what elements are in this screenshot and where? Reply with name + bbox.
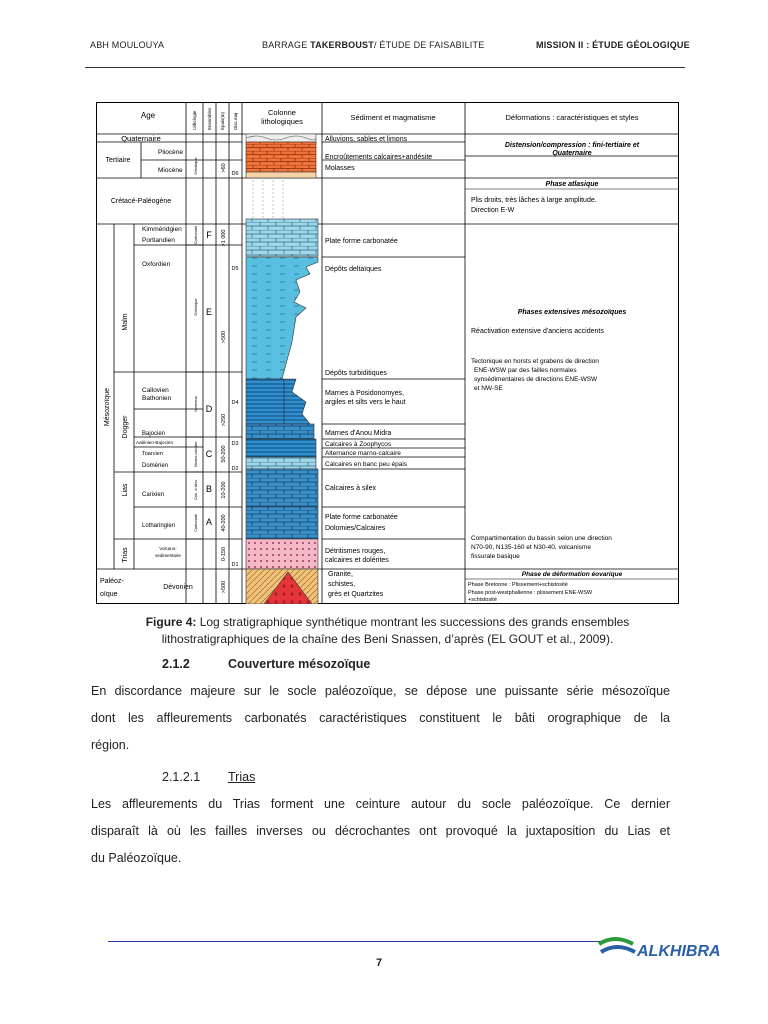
def-atlasique: Phase atlasique (545, 181, 599, 188)
period-lias: Lias (122, 483, 129, 497)
sed-granite1: Granite, (328, 571, 353, 578)
head-def: Déformations : caractéristiques et styles (505, 113, 639, 122)
sed-turbiditiques: Dépôts turbiditiques (325, 370, 387, 377)
thick-7: 40-200 (221, 514, 227, 532)
stage-quaternaire: Quaternaire (121, 134, 161, 143)
lith-carbonate2: Carbonaté (194, 514, 198, 532)
thick-5: 50-200 (221, 445, 227, 463)
disc-d5: D5 (231, 266, 239, 272)
def-tecto2: ENE-WSW par des failles normales (474, 367, 577, 374)
head-lith: Lithologie (192, 110, 197, 130)
disc-d2: D2 (231, 466, 239, 472)
period-malm: Malm (122, 313, 129, 331)
paragraph-212: En discordance majeure sur le socle paléozoïque, se dépose une puissante série mésozoïque dont les affleurements carbonatés caractéristiques constituent le bâti orographique de la région. (91, 684, 670, 752)
head-col2: lithologiques (261, 117, 303, 126)
lith-detritique: Détritique (193, 157, 198, 175)
sed-dolomies: Dolomies/Calcaires (325, 525, 386, 532)
stage-bajocien: Bajocien (142, 431, 166, 437)
thick-6: 10-200 (221, 481, 227, 499)
stage-portlandien: Portlandien (142, 237, 175, 244)
sed-granite3: grès et Quartzites (328, 591, 384, 598)
header-center: BARRAGE TAKERBOUST/ ÉTUDE DE FAISABILITE (262, 40, 485, 50)
head-sed: Sédiment et magmatisme (350, 113, 436, 122)
ensemble-e: E (205, 307, 213, 317)
sed-marnes1: Marnes à Posidonomyes, (325, 390, 404, 397)
head-disc: Disc.maj (233, 112, 238, 130)
def-plis2: Direction E-W (471, 207, 515, 214)
figure-caption: Figure 4: Log stratigraphique synthétique montrant les successions des grands ensembles lithostratigraphiques de la chaîne des Beni Snassen, d’après (EL GOUT et al., 2009). (145, 615, 630, 646)
stage-cretace: Crétacé-Paléogène (110, 198, 172, 205)
era-paleozoique-2: oïque (100, 591, 118, 598)
stage-kimmeridgien: Kimméridgien (142, 226, 182, 233)
period-trias: Trias (122, 547, 129, 563)
thick-1: >60 (221, 163, 227, 173)
sed-marnes-anou: Marnes d'Anou Midra (325, 430, 392, 437)
header-rule (85, 67, 685, 68)
stage-domerien: Domérien (142, 463, 169, 469)
ensemble-d: D (205, 404, 213, 414)
def-eovarique: Phase de déformation éovarique (521, 571, 623, 578)
ensemble-b: B (205, 484, 213, 494)
sed-plateforme2: Plate forme carbonatée (325, 514, 398, 521)
head-col1: Colonne (268, 108, 296, 117)
def-compart1: Compartimentation du bassin selon une direction (471, 535, 612, 542)
footer-rule (108, 941, 608, 942)
ensemble-a: A (205, 517, 213, 527)
stage-carixien: Carixien (142, 492, 165, 498)
era-paleozoique-1: Paléoz- (100, 578, 124, 585)
stage-bathonien: Bathonien (142, 395, 172, 402)
def-tecto1: Tectonique en horsts et grabens de direction (471, 358, 599, 365)
sed-molasses: Molasses (325, 165, 355, 172)
def-bretonne: Phase Bretonne : Plissement+schistosité (468, 582, 568, 588)
stage-toarcien: Toarcien (142, 451, 163, 457)
sed-encroutements: Encroûtements calcaires+andésite (325, 154, 433, 161)
era-tertiaire: Tertiaire (105, 157, 131, 164)
thick-9: >500 (221, 580, 227, 594)
def-postwest1: Phase post-westphalienne : plissement ENE-WSW (468, 590, 593, 596)
sed-banc: Calcaires en banc peu épais (325, 461, 408, 468)
def-reactivation: Réactivation extensive d'anciens accidents (471, 328, 604, 335)
head-ens: Ensembles (207, 107, 212, 130)
section-heading-2121: 2.1.2.1 Trias (162, 770, 256, 784)
sed-detritismes1: Détritismes rouges, (325, 548, 386, 555)
stage-devonien: Dévonien (163, 584, 193, 591)
stage-aalenien: Aalénien-Bajocien (136, 440, 174, 445)
def-postwest2: +schistosité (468, 597, 497, 603)
stage-oxfordien: Oxfordien (142, 261, 171, 268)
sed-silex: Calcaires à silex (325, 485, 376, 492)
head-age: Age (140, 111, 156, 120)
era-mesozoique: Mésozoïque (104, 387, 111, 427)
header-left: ABH MOULOUYA (90, 40, 165, 50)
thick-8: 0-150 (221, 546, 227, 562)
stage-volcano-1: Volcano- (159, 546, 177, 551)
disc-d3: D3 (231, 441, 239, 447)
stage-lotharingien: Lotharingien (142, 523, 176, 529)
lith-deltaique: Deltaïque (193, 298, 198, 316)
disc-d4: D4 (231, 400, 239, 406)
ensemble-c: C (205, 449, 213, 459)
def-tecto4: et NW-SE (474, 385, 503, 392)
stratigraphic-log-figure (96, 102, 679, 604)
period-dogger: Dogger (122, 415, 129, 439)
sed-granite2: schistes, (328, 581, 356, 588)
thick-3: >500 (221, 330, 227, 344)
stage-miocene: Miocène (158, 167, 183, 174)
head-ep: Epais(m) (220, 111, 225, 130)
lith-marneux: Marneux (193, 396, 198, 412)
paragraph-2121: Les affleurements du Trias forment une ceinture autour du socle paléozoïque. Ce dernier disparaît là où les failles inverses ou décrochantes ont provoqué la juxtaposition du Lias et du Paléozoïque. (91, 797, 670, 865)
def-compart2: N70-90, N135-160 et N30-40, volcanisme (471, 544, 591, 551)
section-heading-212: 2.1.2 Couverture mésozoïque (162, 657, 371, 671)
disc-d6: D6 (231, 171, 239, 177)
def-compart3: fissurale basique (471, 553, 520, 560)
def-distension2: Quaternaire (552, 150, 592, 157)
stage-pliocene: Pliocène (158, 149, 183, 156)
sed-zoophycos: Calcaires à Zoophycos (325, 441, 392, 448)
def-extensives: Phases extensives mésozoïques (517, 309, 627, 316)
def-plis1: Plis droits, très lâches à large amplitude. (471, 197, 597, 204)
sed-plateforme1: Plate forme carbonatée (325, 238, 398, 245)
lith-calc-silex: Calc. à silex (194, 479, 198, 501)
def-tecto3: synsédimentaires de directions ENE-WSW (474, 376, 598, 383)
sed-marnes2: argiles et silts vers le haut (325, 399, 406, 406)
thick-4: >250 (221, 413, 227, 427)
ensemble-f: F (206, 230, 212, 240)
lith-marno-calcaire: Marno-calcaire (194, 441, 198, 467)
sed-alluvions: Alluvions, sables et limons (325, 136, 408, 143)
page-number: 7 (376, 957, 383, 969)
stage-volcano-2: sedimentaire (155, 553, 181, 558)
sed-alternance: Alternance marno-calcaire (325, 450, 401, 457)
lith-carbonate: Carbonaté (193, 225, 198, 245)
alkhibra-logo (597, 930, 737, 970)
thick-2: >1 000 (221, 229, 227, 247)
def-distension1: Distension/compression : fini-tertiaire et (504, 142, 640, 149)
header-right: MISSION II : ÉTUDE GÉOLOGIQUE (536, 40, 690, 50)
sed-deltaiques: Dépôts deltaïques (325, 266, 382, 273)
sed-detritismes2: calcaires et dolérites (325, 557, 389, 564)
stage-callovien: Callovien (142, 387, 169, 394)
disc-d1: D1 (231, 562, 239, 568)
logo-text: ALKHIBRA (637, 943, 721, 960)
